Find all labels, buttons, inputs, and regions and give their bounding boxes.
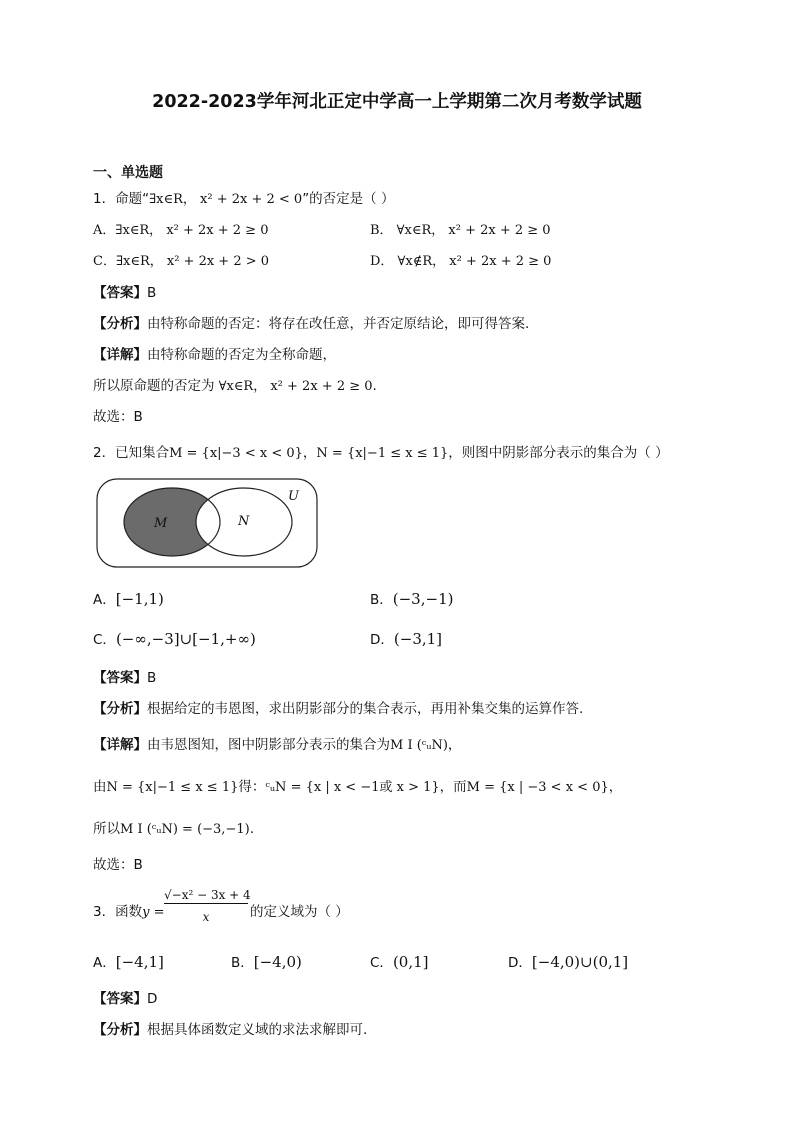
- q2-answer: [93, 666, 156, 686]
- q3-option-d: [508, 951, 628, 971]
- q2-prefix: 2．已知集合: [93, 445, 170, 461]
- q1-line2-text: 所以原命题的否定为: [93, 378, 215, 394]
- q3-option-c-label: C．: [370, 955, 393, 971]
- q1-answer: [93, 281, 156, 301]
- q1-analysis: [93, 312, 529, 332]
- q3-option-b-math: [−4,0): [253, 953, 302, 971]
- q2-detail-math: M I (ᶜᵤN): [390, 738, 448, 753]
- q2-detail-text: 由韦恩图知，图中阴影部分表示的集合为: [147, 737, 390, 753]
- q3-denominator: x: [202, 910, 210, 924]
- q3-y: y =: [142, 905, 165, 920]
- answer-tag: 【答案】: [93, 285, 147, 301]
- q2-option-c-label: C．: [93, 632, 116, 648]
- venn-label-u: U: [288, 489, 299, 504]
- q1-option-a: A．∃x∈R， x² + 2x + 2 ≥ 0: [93, 223, 269, 238]
- q3-answer-value: D: [147, 991, 158, 1007]
- q2-suffix: ，则图中阴影部分表示的集合为（ ）: [448, 445, 669, 461]
- q1-detail: [93, 343, 336, 363]
- q1-choose: 故选：B: [93, 409, 143, 425]
- q3-stem: [93, 900, 164, 920]
- q3-prefix: 3．函数: [93, 904, 143, 920]
- detail-tag: 【详解】: [93, 737, 147, 753]
- q3-option-b: [231, 951, 302, 971]
- q2-option-b-label: B．: [370, 592, 393, 608]
- answer-tag: 【答案】: [93, 991, 147, 1007]
- q3-option-a-math: [−4,1]: [115, 953, 164, 971]
- page-title: 2022-2023学年河北正定中学高一上学期第二次月考数学试题: [152, 92, 642, 112]
- q2-line2-d: ，: [608, 779, 623, 795]
- section-heading: 一、单选题: [93, 165, 163, 181]
- q3-option-d-label: D．: [508, 955, 532, 971]
- q3-suffix: 的定义域为（ ）: [250, 904, 349, 920]
- answer-tag: 【答案】: [93, 670, 147, 686]
- q2-analysis-text: 根据给定的韦恩图，求出阴影部分的集合表示，再用补集交集的运算作答.: [147, 701, 584, 717]
- venn-label-m: M: [154, 516, 168, 531]
- q3-analysis-text: 根据具体函数定义域的求法求解即可.: [147, 1022, 368, 1038]
- q2-line3-end: .: [249, 821, 254, 837]
- q1-detail-line2: [93, 374, 377, 394]
- q1-option-d: D． ∀x∉R， x² + 2x + 2 ≥ 0: [370, 254, 552, 269]
- q2-line2-m3: M = {x | −3 < x < 0}: [466, 780, 609, 795]
- q3-numerator: √−x² − 3x + 4: [164, 888, 251, 902]
- q1-stem: [93, 187, 394, 207]
- q3-option-c-math: (0,1]: [392, 953, 429, 971]
- q2-detail-line2: [93, 775, 622, 795]
- q2-line2-a: 由: [93, 779, 107, 795]
- analysis-tag: 【分析】: [93, 316, 147, 332]
- q3-analysis: [93, 1018, 367, 1038]
- q2-option-a-label: A．: [93, 592, 116, 608]
- q1-prefix: 1．命题“: [93, 191, 150, 207]
- q1-answer-value: B: [147, 285, 157, 301]
- analysis-tag: 【分析】: [93, 1022, 147, 1038]
- detail-tag: 【详解】: [93, 347, 147, 363]
- q2-option-d-label: D．: [370, 632, 394, 648]
- q2-option-c: [93, 628, 256, 648]
- q1-option-c: C．∃x∈R， x² + 2x + 2 > 0: [93, 254, 270, 269]
- q1-detail-text: 由特称命题的否定为全称命题，: [147, 347, 336, 363]
- q2-option-a: [93, 588, 164, 608]
- q2-option-b-math: (−3,−1): [392, 590, 454, 608]
- q2-option-d: [370, 628, 442, 648]
- q3-option-b-label: B．: [231, 955, 254, 971]
- q1-line2-end: .: [372, 378, 377, 394]
- q3-option-c: [370, 951, 429, 971]
- q2-option-d-math: (−3,1]: [393, 630, 443, 648]
- q2-detail-end: ，: [447, 737, 462, 753]
- venn-diagram: [96, 478, 318, 568]
- q1-option-b: B． ∀x∈R， x² + 2x + 2 ≥ 0: [370, 223, 551, 238]
- q2-analysis: [93, 697, 583, 717]
- q2-option-a-math: [−1,1): [115, 590, 164, 608]
- q3-option-d-math: [−4,0)∪(0,1]: [531, 953, 629, 971]
- q3-option-a-label: A．: [93, 955, 116, 971]
- q2-option-b: [370, 588, 453, 608]
- q2-stem: [93, 441, 669, 461]
- q3-option-a: [93, 951, 164, 971]
- analysis-tag: 【分析】: [93, 701, 147, 717]
- q1-line2-math: ∀x∈R， x² + 2x + 2 ≥ 0: [214, 379, 373, 394]
- q2-set-n: N = {x|−1 ≤ x ≤ 1}: [316, 446, 449, 461]
- q1-statement: ∃x∈R， x² + 2x + 2 < 0: [149, 192, 303, 207]
- q2-line2-b: 得：: [238, 779, 266, 795]
- q2-answer-value: B: [147, 670, 157, 686]
- q2-line3-math: M I (ᶜᵤN) = (−3,−1): [120, 822, 250, 837]
- q2-choose: 故选：B: [93, 857, 143, 873]
- q2-set-m: M = {x|−3 < x < 0}: [169, 446, 303, 461]
- q2-option-c-math: (−∞,−3]∪[−1,+∞): [115, 630, 256, 648]
- q2-detail-line3: [93, 817, 254, 837]
- q1-suffix: ”的否定是（ ）: [302, 191, 395, 207]
- q2-detail: [93, 733, 461, 753]
- q3-answer: [93, 987, 157, 1007]
- q2-line2-m1: N = {x|−1 ≤ x ≤ 1}: [106, 780, 239, 795]
- venn-label-n: N: [238, 514, 250, 529]
- q2-line2-m2: ᶜᵤN = {x | x < −1或 x > 1}: [265, 780, 440, 795]
- q2-comma: ，: [302, 445, 317, 461]
- q1-analysis-text: 由特称命题的否定：将存在改任意，并否定原结论，即可得答案.: [147, 316, 530, 332]
- q2-line2-c: ，而: [439, 779, 467, 795]
- q2-line3-a: 所以: [93, 821, 120, 837]
